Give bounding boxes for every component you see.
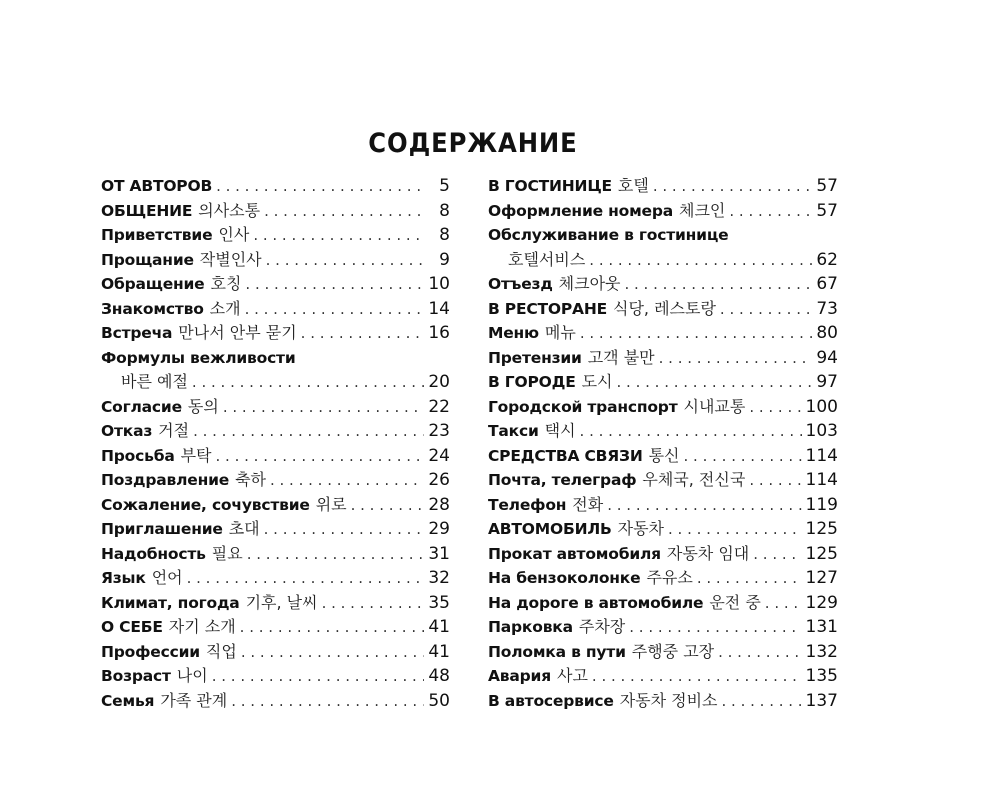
page-title: СОДЕРЖАНИЕ	[368, 128, 578, 159]
toc-entry[interactable]	[101, 272, 450, 297]
page-number: 41	[428, 617, 450, 637]
toc-entry[interactable]	[488, 321, 838, 346]
toc-entry[interactable]	[488, 493, 838, 518]
entry-title: Знакомство	[101, 299, 204, 318]
entry-korean: 초대	[228, 519, 260, 538]
leader-dots	[270, 468, 424, 493]
entry-title: ОТ АВТОРОВ	[101, 177, 213, 195]
entry-korean: 바른 예절	[121, 372, 188, 391]
leader-dots	[684, 444, 802, 469]
leader-dots	[301, 321, 425, 346]
toc-entry[interactable]	[101, 664, 450, 689]
toc-entry[interactable]	[101, 419, 450, 444]
leader-dots	[241, 640, 425, 665]
leader-dots	[659, 346, 813, 371]
toc-entry[interactable]	[101, 493, 450, 518]
entry-title: ОБЩЕНИЕ	[101, 201, 193, 220]
leader-dots	[624, 272, 812, 297]
page-number: 41	[428, 641, 450, 662]
entry-korean: 고객 불만	[587, 347, 655, 367]
entry-korean: 의사소통	[198, 200, 261, 220]
entry-korean: 도시	[581, 372, 613, 391]
page-number: 48	[428, 666, 450, 686]
entry-title: О СЕБЕ	[101, 618, 163, 636]
entry-korean: 운전 중	[709, 592, 761, 612]
page-number: 5	[439, 176, 450, 196]
page-number: 26	[428, 470, 450, 490]
page-number: 135	[805, 666, 838, 686]
toc-entry[interactable]	[101, 321, 450, 346]
leader-dots	[245, 297, 425, 322]
page-number: 10	[428, 274, 450, 294]
entry-korean: 필요	[211, 543, 243, 563]
entry-title: Отъезд	[488, 275, 553, 293]
page-number: 131	[805, 617, 838, 637]
entry-title: Приглашение	[101, 520, 223, 538]
leader-dots	[187, 566, 425, 591]
page-number: 80	[816, 323, 838, 343]
leader-dots	[322, 591, 425, 616]
entry-korean: 사고	[556, 666, 588, 685]
toc-entry[interactable]	[101, 689, 450, 714]
toc-entry[interactable]	[488, 370, 838, 395]
entry-korean: 가족 관계	[160, 690, 228, 710]
page-number: 125	[805, 519, 838, 539]
toc-entry[interactable]	[101, 346, 450, 371]
entry-title: Городской транспорт	[488, 397, 678, 416]
leader-dots	[245, 272, 424, 297]
page-number: 97	[816, 372, 838, 392]
page-number: 23	[428, 421, 450, 441]
entry-korean: 부탁	[180, 445, 212, 465]
entry-korean: 자동차 임대	[666, 543, 750, 563]
toc-entry[interactable]	[101, 468, 450, 493]
leader-dots	[216, 174, 426, 199]
entry-title: Встреча	[101, 324, 173, 342]
entry-title: Просьба	[101, 446, 175, 465]
leader-dots	[718, 640, 801, 665]
entry-title: Почта, телеграф	[488, 471, 637, 489]
page-number: 14	[428, 298, 450, 319]
leader-dots	[592, 664, 802, 689]
entry-korean: 만나서 안부 묻기	[178, 323, 297, 342]
page-number: 29	[428, 519, 450, 539]
page-number: 67	[816, 274, 838, 294]
entry-korean: 언어	[151, 568, 183, 587]
entry-title: Поздравление	[101, 471, 230, 489]
page-number: 100	[805, 396, 838, 417]
entry-korean: 거절	[158, 421, 190, 440]
toc-entry[interactable]	[101, 444, 450, 469]
leader-dots	[653, 174, 813, 199]
entry-korean: 호칭	[210, 274, 242, 293]
leader-dots	[629, 615, 801, 640]
entry-korean: 택시	[544, 421, 576, 440]
entry-title: Сожаление, сочувствие	[101, 495, 310, 514]
toc-entry[interactable]	[101, 223, 450, 248]
leader-dots	[266, 248, 426, 273]
toc-entry[interactable]	[101, 395, 450, 420]
toc-entry[interactable]	[101, 248, 450, 273]
leader-dots	[617, 370, 813, 395]
toc-entry[interactable]	[488, 174, 838, 199]
leader-dots	[216, 444, 425, 469]
leader-dots	[697, 566, 802, 591]
entry-title: Согласие	[101, 397, 182, 416]
entry-title: Климат, погода	[101, 593, 240, 612]
entry-korean: 소개	[209, 298, 241, 318]
page-number: 9	[439, 249, 450, 270]
toc-entry[interactable]	[101, 615, 450, 640]
entry-title: Отказ	[101, 422, 153, 440]
page-number: 8	[439, 225, 450, 245]
entry-title: Формулы вежливости	[101, 348, 296, 367]
toc-entry[interactable]	[488, 444, 838, 469]
entry-korean: 동의	[187, 396, 219, 416]
toc-entry[interactable]	[101, 174, 450, 199]
page-number: 22	[428, 396, 450, 417]
leader-dots	[212, 664, 425, 689]
entry-korean: 직업	[205, 641, 237, 661]
entry-title: Обслуживание в гостинице	[488, 226, 729, 244]
toc-entry[interactable]	[488, 419, 838, 444]
toc-entry[interactable]	[101, 199, 450, 224]
entry-korean: 위로	[315, 494, 347, 514]
entry-title: Парковка	[488, 618, 573, 636]
entry-title: В ГОРОДЕ	[488, 373, 576, 391]
entry-korean: 전화	[572, 494, 604, 514]
entry-korean: 인사	[218, 225, 250, 244]
page-number: 31	[428, 543, 450, 564]
page-number: 57	[816, 176, 838, 196]
entry-korean: 호텔	[617, 176, 649, 195]
entry-korean: 메뉴	[544, 323, 576, 342]
entry-korean: 체크아웃	[558, 274, 621, 293]
page-number: 119	[805, 494, 838, 515]
entry-korean: 자동차	[617, 519, 665, 538]
page-number: 8	[439, 200, 450, 221]
entry-korean: 나이	[176, 666, 208, 685]
page-number: 129	[805, 592, 838, 613]
leader-dots	[722, 689, 802, 714]
page-number: 20	[428, 372, 450, 392]
leader-dots	[749, 395, 801, 420]
entry-korean: 우체국, 전신국	[642, 470, 746, 489]
toc-entry-continuation[interactable]	[488, 248, 838, 273]
leader-dots	[223, 395, 425, 420]
toc-entry[interactable]	[101, 566, 450, 591]
entry-title: Язык	[101, 569, 146, 587]
page-number: 16	[428, 323, 450, 343]
entry-title: Такси	[488, 422, 539, 440]
leader-dots	[264, 517, 425, 542]
leader-dots	[580, 321, 813, 346]
toc-entry[interactable]	[488, 640, 838, 665]
toc-entry[interactable]	[488, 517, 838, 542]
toc-entry[interactable]	[488, 272, 838, 297]
leader-dots	[351, 493, 425, 518]
entry-title: Прощание	[101, 250, 194, 269]
entry-title: СРЕДСТВА СВЯЗИ	[488, 446, 643, 465]
entry-title: Приветствие	[101, 226, 213, 244]
entry-title: На бензоколонке	[488, 569, 641, 587]
entry-korean: 기후, 날씨	[245, 592, 318, 612]
entry-korean: 작별인사	[199, 249, 262, 269]
toc-entry[interactable]	[488, 615, 838, 640]
page-number: 125	[805, 543, 838, 564]
entry-title: В РЕСТОРАНЕ	[488, 299, 607, 318]
toc-entry[interactable]	[488, 468, 838, 493]
toc-entry[interactable]	[101, 542, 450, 567]
entry-title: Надобность	[101, 544, 206, 563]
entry-title: Возраст	[101, 667, 171, 685]
entry-title: Телефон	[488, 495, 567, 514]
toc-entry[interactable]	[488, 566, 838, 591]
toc-entry[interactable]	[488, 689, 838, 714]
leader-dots	[589, 248, 812, 273]
leader-dots	[749, 468, 801, 493]
page-number: 137	[805, 690, 838, 711]
entry-korean: 통신	[648, 445, 680, 465]
entry-korean: 식당, 레스토랑	[613, 298, 716, 318]
page-number: 50	[428, 690, 450, 711]
leader-dots	[668, 517, 802, 542]
leader-dots	[729, 199, 812, 224]
entry-title: Прокат автомобиля	[488, 544, 661, 563]
page-number: 103	[805, 421, 838, 441]
page-number: 114	[805, 445, 838, 466]
entry-korean: 주유소	[646, 568, 693, 587]
entry-korean: 자동차 정비소	[619, 690, 718, 710]
entry-title: Семья	[101, 691, 155, 710]
toc-entry[interactable]	[101, 517, 450, 542]
leader-dots	[253, 223, 426, 248]
leader-dots	[264, 199, 426, 224]
leader-dots	[720, 297, 812, 322]
toc-entry[interactable]	[488, 199, 838, 224]
entry-korean: 축하	[235, 470, 266, 489]
toc-entry[interactable]	[488, 395, 838, 420]
entry-title: Претензии	[488, 348, 582, 367]
entry-title: Меню	[488, 324, 539, 342]
toc-left-column	[101, 174, 450, 713]
page-number: 32	[428, 568, 450, 588]
toc-entry[interactable]	[488, 542, 838, 567]
toc-entry[interactable]	[488, 297, 838, 322]
toc-right-column	[488, 174, 838, 713]
page-number: 35	[428, 592, 450, 613]
page-number: 114	[805, 470, 838, 490]
leader-dots	[192, 370, 424, 395]
entry-korean: 체크인	[679, 200, 726, 220]
entry-korean: 호텔서비스	[508, 249, 586, 269]
leader-dots	[247, 542, 425, 567]
page-number: 62	[816, 249, 838, 270]
toc-entry[interactable]	[488, 591, 838, 616]
leader-dots	[240, 615, 425, 640]
page-number: 94	[816, 347, 838, 368]
page-number: 73	[816, 298, 838, 319]
entry-korean: 주차장	[578, 617, 626, 636]
entry-title: Оформление номера	[488, 201, 674, 220]
entry-title: Авария	[488, 667, 551, 685]
page-number: 127	[805, 568, 838, 588]
page-number: 132	[805, 641, 838, 662]
entry-title: В автосервисе	[488, 691, 614, 710]
toc-entry[interactable]	[101, 640, 450, 665]
leader-dots	[753, 542, 801, 567]
page-number: 57	[816, 200, 838, 221]
toc-entry[interactable]	[488, 223, 838, 248]
toc-entry[interactable]	[101, 297, 450, 322]
page-number: 24	[428, 445, 450, 466]
toc-entry[interactable]	[488, 664, 838, 689]
entry-korean: 주행중 고장	[631, 641, 715, 661]
entry-title: АВТОМОБИЛЬ	[488, 520, 612, 538]
leader-dots	[607, 493, 801, 518]
leader-dots	[231, 689, 424, 714]
leader-dots	[193, 419, 424, 444]
entry-title: Профессии	[101, 642, 200, 661]
toc-entry[interactable]	[101, 591, 450, 616]
entry-korean: 시내교통	[683, 396, 746, 416]
leader-dots	[765, 591, 802, 616]
page-number: 28	[428, 494, 450, 515]
entry-title: Поломка в пути	[488, 642, 626, 661]
leader-dots	[580, 419, 802, 444]
entry-title: На дороге в автомобиле	[488, 593, 704, 612]
toc-entry-continuation[interactable]	[101, 370, 450, 395]
entry-title: В ГОСТИНИЦЕ	[488, 177, 612, 195]
entry-title: Обращение	[101, 275, 205, 293]
toc-entry[interactable]	[488, 346, 838, 371]
entry-korean: 자기 소개	[168, 617, 236, 636]
